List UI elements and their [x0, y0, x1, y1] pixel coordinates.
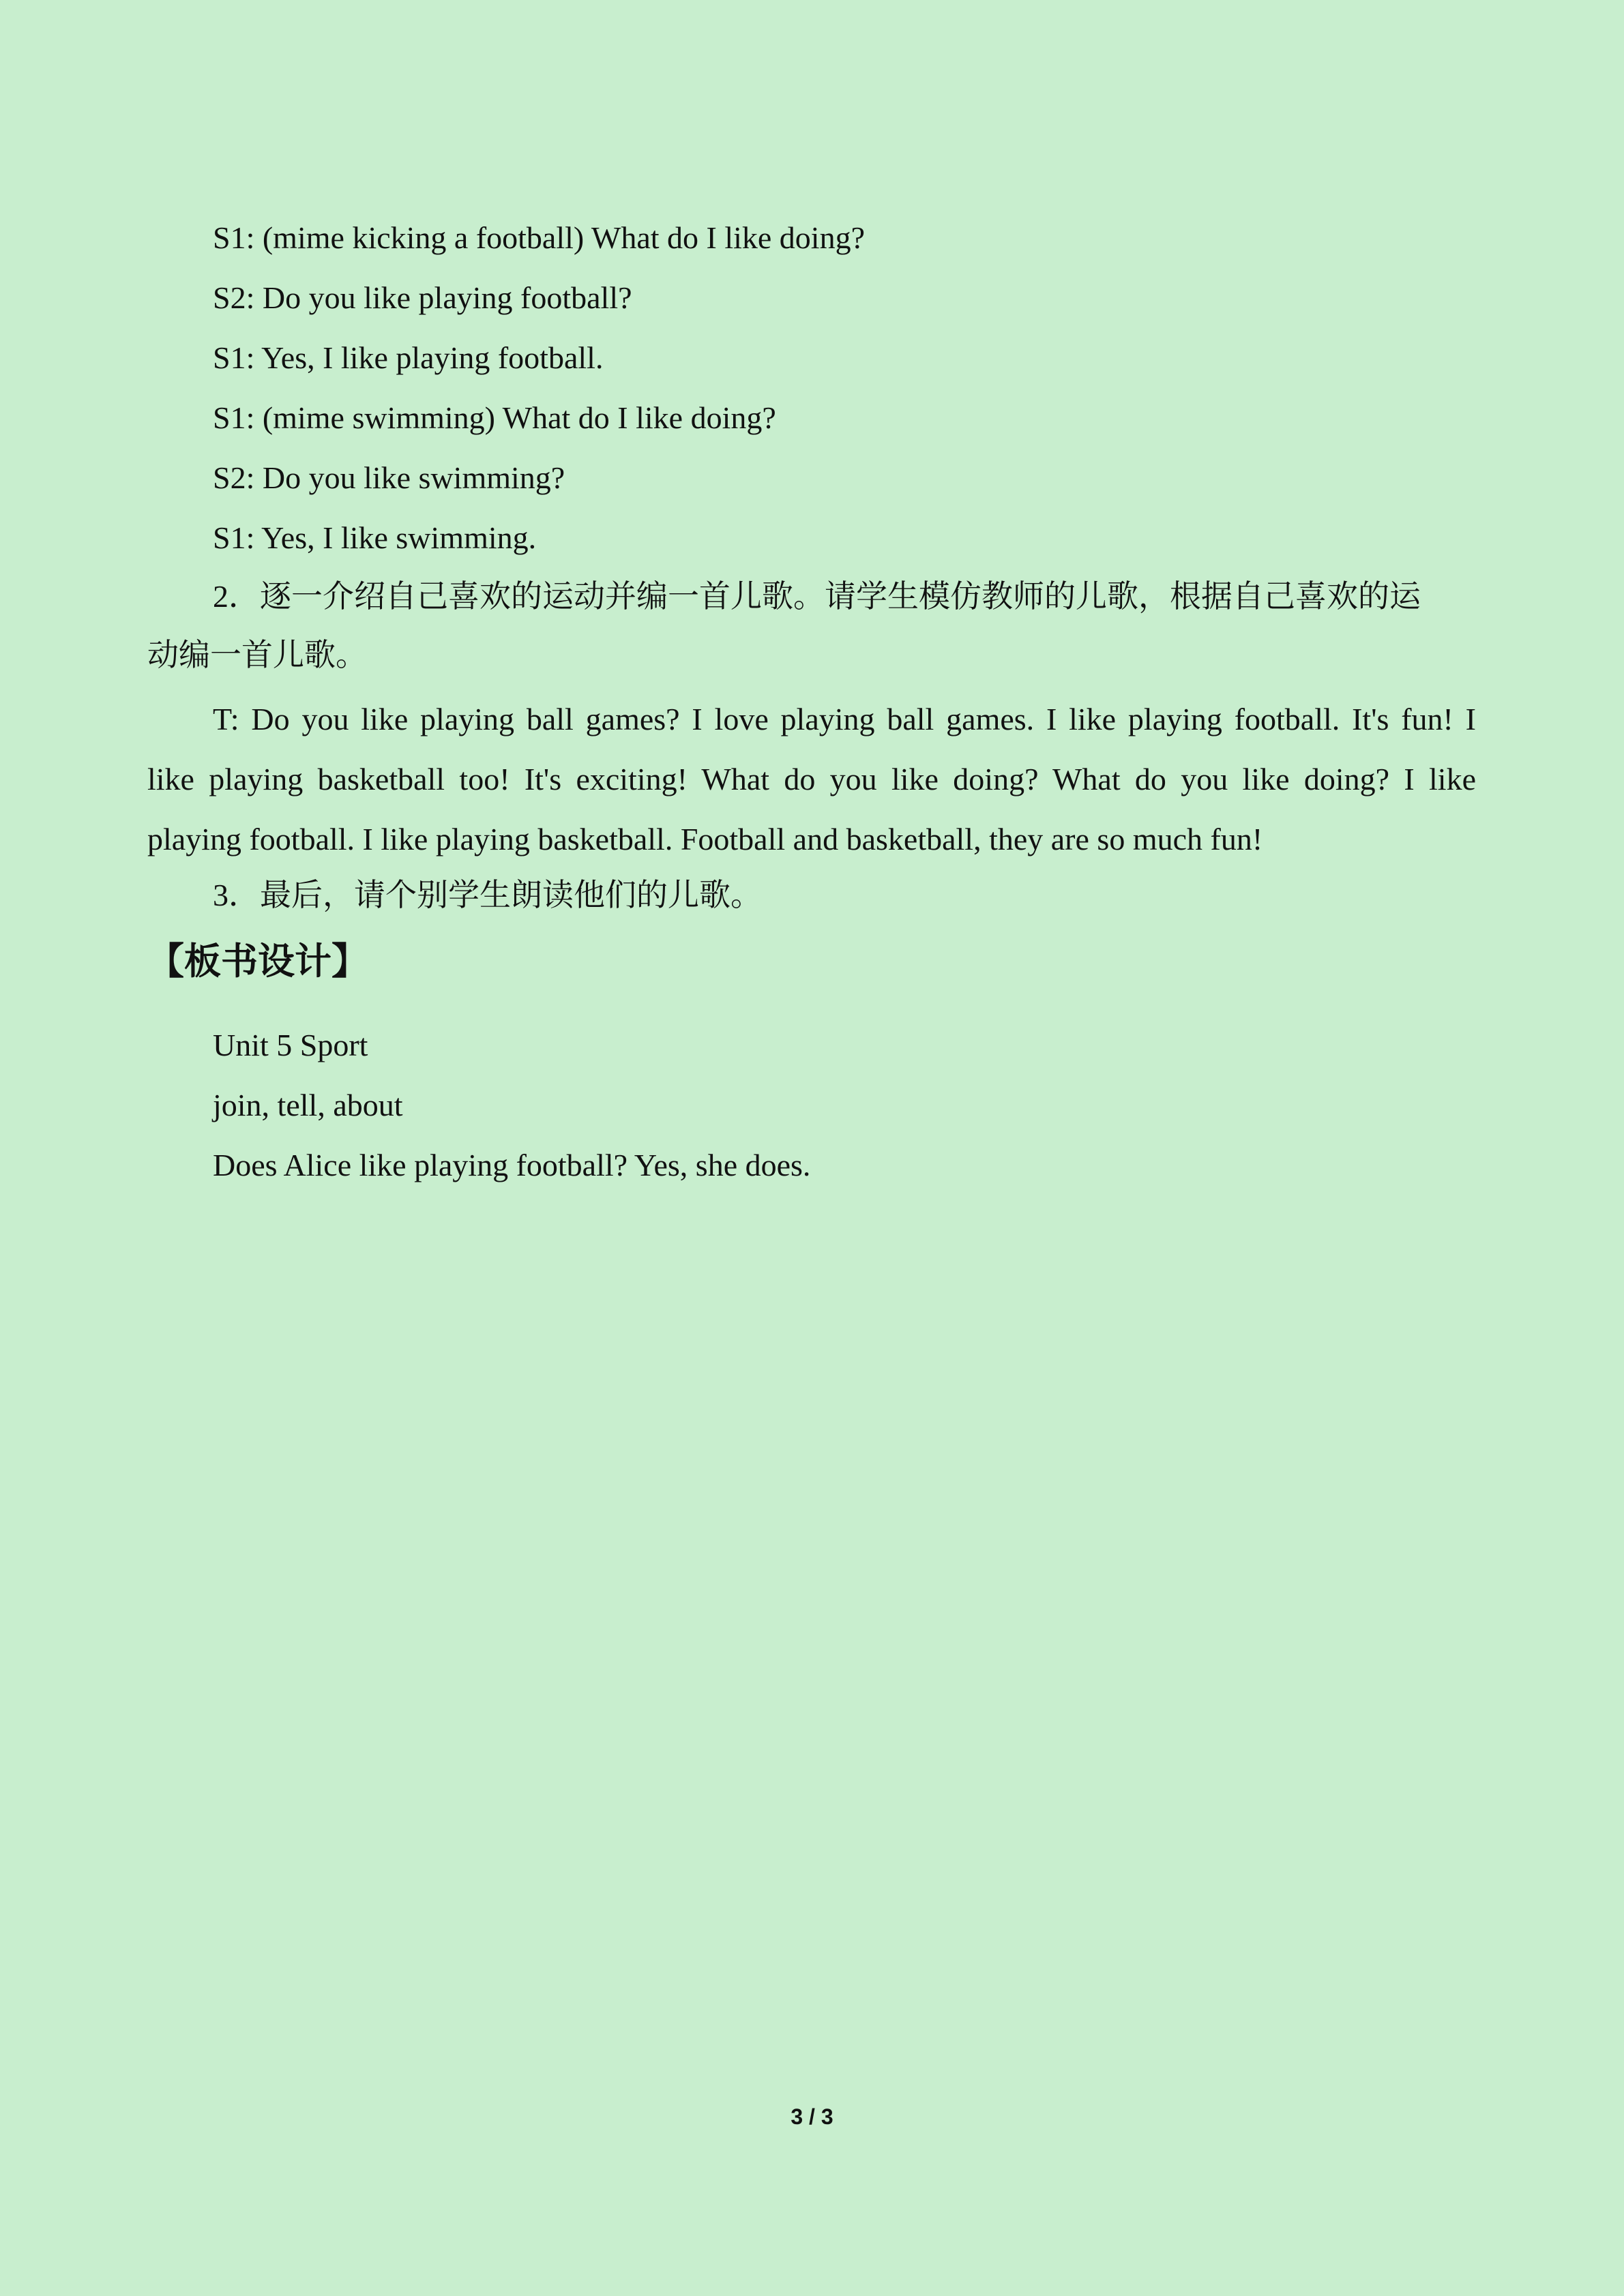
- step2-line-2: 动编一首儿歌。: [147, 638, 367, 672]
- teacher-rhyme-line-2: like playing basketball too! It's exciting! What do you like doing? What do you like doing? I like: [147, 762, 1476, 796]
- board-line-3: Does Alice like playing football? Yes, she does.: [213, 1148, 811, 1182]
- dialogue-line-2: S2: Do you like playing football?: [213, 280, 632, 315]
- dialogue-line-6: S1: Yes, I like swimming.: [213, 520, 537, 555]
- page-number: 3 / 3: [791, 2104, 833, 2129]
- step3-line: 3．最后，请个别学生朗读他们的儿歌。: [213, 878, 762, 912]
- dialogue-line-4: S1: (mime swimming) What do I like doing?: [213, 400, 776, 435]
- dialogue-line-3: S1: Yes, I like playing football.: [213, 340, 604, 375]
- teacher-rhyme-line-3: playing football. I like playing basketball. Football and basketball, they are so much fun!: [147, 822, 1263, 856]
- board-design-heading: 【板书设计】: [147, 941, 368, 982]
- board-line-2: join, tell, about: [213, 1088, 403, 1122]
- board-line-1: Unit 5 Sport: [213, 1028, 368, 1062]
- teacher-rhyme-line-1: T: Do you like playing ball games? I love playing ball games. I like playing football. It's fun! I: [213, 702, 1476, 736]
- step2-line-1: 2．逐一介绍自己喜欢的运动并编一首儿歌。请学生模仿教师的儿歌，根据自己喜欢的运: [213, 579, 1421, 614]
- dialogue-line-1: S1: (mime kicking a football) What do I like doing?: [213, 220, 866, 255]
- dialogue-line-5: S2: Do you like swimming?: [213, 460, 565, 495]
